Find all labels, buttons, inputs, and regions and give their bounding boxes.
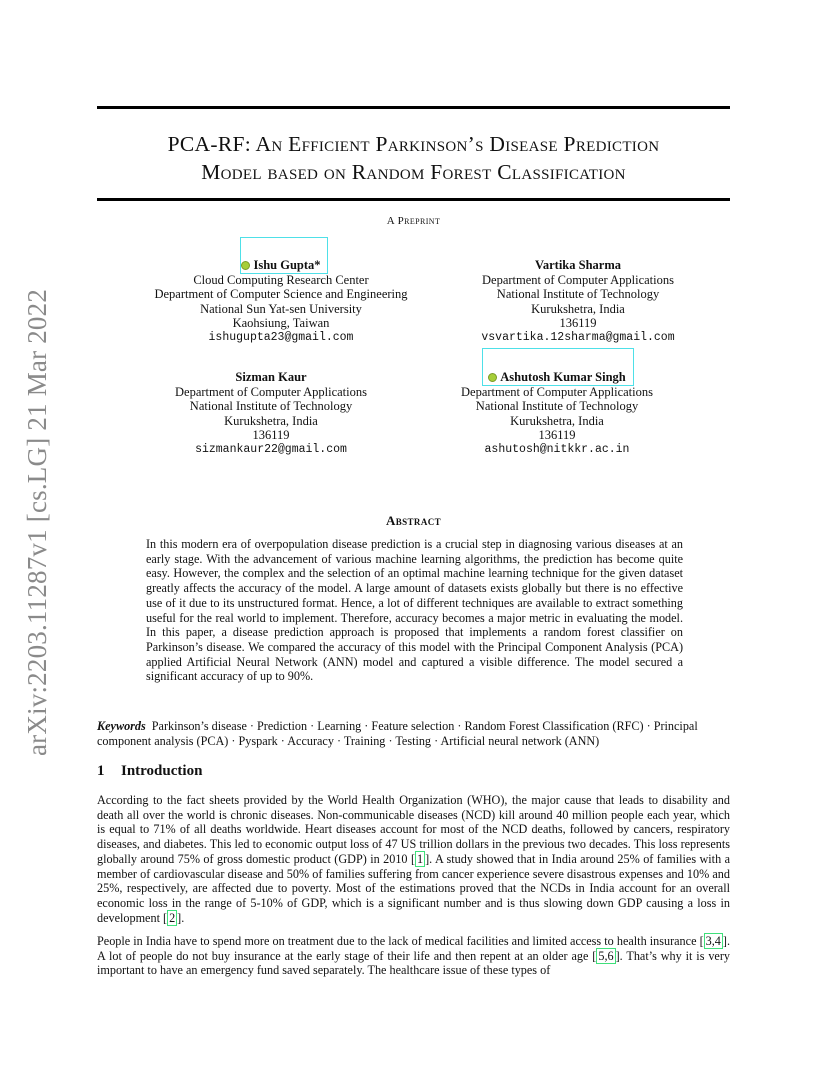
- affiliation-line: National Institute of Technology: [475, 399, 639, 414]
- affiliation-line: 136119: [559, 316, 597, 331]
- intro-paragraph-2: People in India have to spend more on treatment due to the lack of medical facilities and limited access to health insurance [ 3,4 ]. A lot of people do not buy insurance at the early stage of their life and then repent at an older age [ 5,6 ]. That’s why it is very important to have an emergency fund saved separately. The healthcare issue of these types of: [97, 934, 730, 978]
- affiliation-line: National Institute of Technology: [496, 287, 660, 302]
- affiliation-line: Kurukshetra, India: [224, 413, 318, 428]
- paper-title-line-2: Model based on Random Forest Classification: [201, 160, 626, 184]
- paragraph-text: According to the fact sheets provided by the World Health Organization (WHO), the major cause that leads to disability and death all over the world is chronic diseases. Non-communicable diseases (NCD) kill around 40 million people each year, which is equal to 71% of all deaths worldwide. Heart diseases account for most of the NCD deaths, followed by cancers, respiratory diseases, and diabetes. This led to economic output loss of 47 US trillion dollars in the previous two decades. This loss represents globally around 75% of gross domestic product (GDP) in 2010: [97, 793, 730, 866]
- abstract-heading: Abstract: [385, 513, 442, 528]
- intro-paragraph-1: According to the fact sheets provided by the World Health Organization (WHO), the major cause that leads to disability and death all over the world is chronic diseases. Non-communicable diseases (NCD) kill around 40 million people each year, which is equal to 71% of all deaths worldwide. Heart diseases account for most of the NCD deaths, followed by cancers, respiratory diseases, and diabetes. This led to economic output loss of 47 US trillion dollars in the previous two decades. This loss represents globally around 75% of gross domestic product (GDP) in 2010 [ 1 ]. A study showed that in India around 25% of families with a member of cardiovascular disease and 50% of families suffering from cancer experience severe disastrous expenses and 10% and 25%, respectively, are affected due to poverty. Most of the estimations proved that the NCDs in India account for an overall economic loss in the range of 5-10% of GDP, which is a significant number and is thus slowing down GDP causing a loss in development [ 2 ].: [97, 793, 731, 925]
- author-name: Sizman Kaur: [235, 370, 307, 384]
- citation-link[interactable]: 2: [169, 910, 176, 925]
- citation-link[interactable]: 1: [417, 851, 424, 866]
- author-email[interactable]: ishugupta23@gmail.com: [208, 330, 354, 344]
- author-email[interactable]: ashutosh@nitkkr.ac.in: [484, 442, 630, 456]
- title-top-rule: [97, 106, 730, 109]
- author-email[interactable]: sizmankaur22@gmail.com: [195, 442, 347, 456]
- author-block-ashutosh-kumar-singh: [428, 370, 686, 458]
- paragraph-text: .: [181, 910, 185, 925]
- affiliation-line: Kaohsiung, Taiwan: [232, 316, 330, 331]
- section-number: 1: [97, 763, 105, 779]
- keywords-text: Parkinson’s disease · Prediction · Learning · Feature selection · Random Forest Classification (RFC) · Principal component analysis (PCA) · Pyspark · Accuracy · Training · Testing · Artificial neural network (ANN): [97, 719, 698, 748]
- title-bottom-rule: [97, 198, 730, 201]
- author-name: Vartika Sharma: [534, 258, 621, 272]
- arxiv-identifier: arXiv:2203.11287v1 [cs.LG] 21 Mar 2022: [22, 288, 52, 756]
- paper-title-line-1: PCA-RF: An Efficient Parkinson’s Disease Prediction: [167, 132, 660, 156]
- affiliation-line: 136119: [538, 428, 576, 443]
- section-title: Introduction: [121, 763, 203, 779]
- orcid-icon: [241, 261, 250, 270]
- paragraph-text: People in India have to spend more on treatment due to the lack of medical facilities and limited access to health insurance: [97, 934, 700, 948]
- affiliation-line: National Institute of Technology: [189, 399, 353, 414]
- author-block-vartika-sharma: [448, 258, 708, 346]
- section-heading-introduction: [97, 763, 202, 780]
- author-name[interactable]: Ashutosh Kumar Singh: [428, 370, 686, 385]
- abstract-text: In this modern era of overpopulation disease prediction is a crucial step in diagnosing various diseases at an early stage. With the advancement of various machine learning algorithms, the prediction has become quite easy. However, the complex and the selection of an optimal machine learning technique for the given dataset greatly affects the accuracy of the model. A large amount of datasets exists globally but there is no effective use of it due to its unstructured format. Hence, a lot of different techniques are available to extract something useful for the real world to implement. Therefore, accuracy becomes a major metric in evaluating the model. In this paper, a disease prediction approach is proposed that implements a random forest classifier on Parkinson’s disease. We compared the accuracy of this model with the Principal Component Analysis (PCA) applied Artificial Neural Network (ANN) model and captured a visible difference. The model secured a significant accuracy of up to 90%.: [146, 537, 683, 684]
- affiliation-line: Department of Computer Applications: [482, 272, 674, 287]
- affiliation-line: Department of Computer Applications: [175, 384, 367, 399]
- preprint-label: A Preprint: [386, 215, 441, 227]
- affiliation-line: Kurukshetra, India: [510, 413, 604, 428]
- citation-link[interactable]: 3,4: [705, 934, 721, 948]
- affiliation-line: 136119: [252, 428, 290, 443]
- author-block-sizman-kaur: [140, 370, 402, 458]
- affiliation-line: Department of Computer Applications: [461, 384, 653, 399]
- paragraph-text: . A lot of people do not buy insurance at the early stage of their life and then repent at an older age: [97, 934, 730, 963]
- affiliation-line: National Sun Yat-sen University: [200, 301, 362, 316]
- affiliation-line: Kurukshetra, India: [531, 301, 625, 316]
- affiliation-line: Department of Computer Science and Engineering: [154, 287, 408, 302]
- keywords-label: Keywords: [97, 719, 146, 733]
- paragraph-text: . That’s why it is very important to have an emergency fund saved separately. The healthcare issue of these types of: [97, 948, 730, 978]
- orcid-icon: [488, 373, 497, 382]
- author-name[interactable]: Ishu Gupta*: [130, 258, 432, 273]
- keywords-block: [97, 719, 730, 748]
- paragraph-text: . A study showed that in India around 25% of families with a member of cardiovascular disease and 50% of families suffering from cancer experience severe disastrous expenses and 10% and 25%, respectively, are affected due to poverty. Most of the estimations proved that the NCDs in India account for an overall economic loss in the range of 5-10% of GDP, which is a significant number and is thus slowing down GDP causing a loss in development: [97, 851, 731, 925]
- author-email[interactable]: vsvartika.12sharma@gmail.com: [481, 330, 675, 344]
- affiliation-line: Cloud Computing Research Center: [193, 272, 369, 287]
- citation-link[interactable]: 5,6: [598, 948, 614, 963]
- author-block-ishu-gupta: [130, 258, 432, 346]
